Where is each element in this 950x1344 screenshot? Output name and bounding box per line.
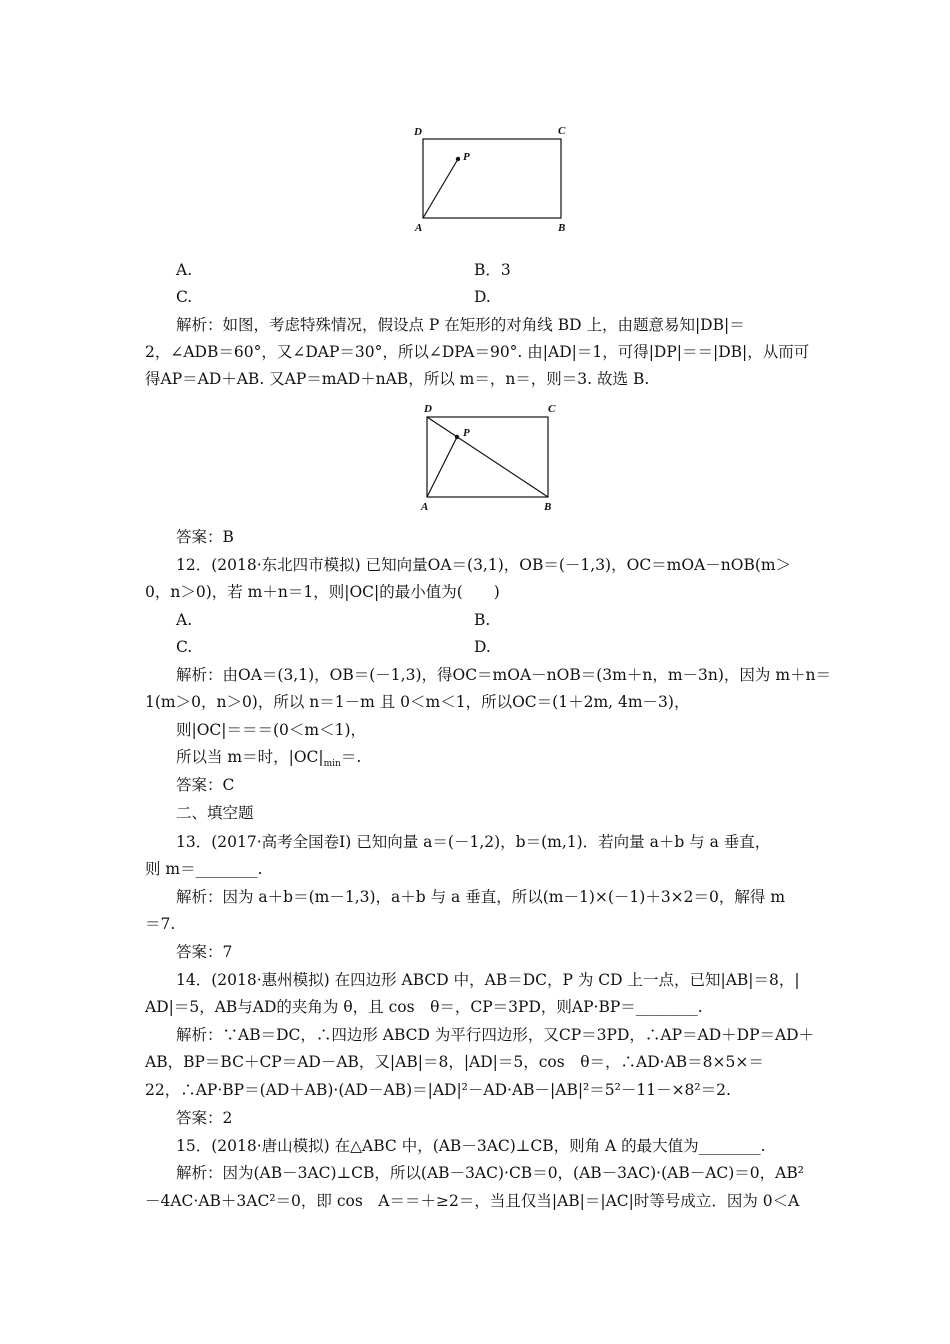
q12-solution-line-3: 则|OC|＝＝＝(0＜m＜1)， bbox=[176, 721, 367, 739]
diagonal-db bbox=[427, 417, 548, 497]
q12-solution-line-4-text: 所以当 m＝时，|OC| bbox=[176, 748, 324, 766]
q13-stem-line-1: 13．(2017·高考全国卷Ⅰ) 已知向量 a＝(－1,2)，b＝(m,1)．若向量 a＋b 与 a 垂直， bbox=[176, 833, 771, 851]
q11-solution-line-2: 2，∠ADB＝60°，又∠DAP＝30°，所以∠DPA＝90°. 由|AD|＝1，可得|DP|＝＝|DB|，从而可 bbox=[145, 343, 810, 361]
q14-solution-line-3: 22，∴AP·BP＝(AD＋AB)·(AD－AB)＝|AD|²－AD·AB－|AB|²＝5²－11－×8²＝2. bbox=[145, 1081, 731, 1099]
q13-solution-line-2: ＝7. bbox=[145, 915, 176, 933]
q12-option-b: B. bbox=[474, 611, 491, 629]
label-a: A bbox=[421, 501, 429, 513]
q12-solution-line-4-tail: ＝. bbox=[340, 748, 362, 766]
segment-ap bbox=[427, 437, 457, 497]
rectangle-figure-1 bbox=[412, 120, 572, 235]
point-p bbox=[455, 435, 459, 439]
label-d: D bbox=[424, 403, 432, 415]
q11-option-a: A. bbox=[176, 261, 193, 279]
segment-ap bbox=[423, 159, 458, 218]
q11-option-c: C. bbox=[176, 288, 193, 306]
q12-stem-line-1: 12．(2018·东北四市模拟) 已知向量OA＝(3,1)，OB＝(－1,3)，OC＝mOA－nOB(m＞ bbox=[176, 556, 792, 574]
q11-answer: 答案：B bbox=[176, 528, 234, 546]
q14-stem-line-2: AD|＝5，AB与AD的夹角为 θ，且 cos θ＝，CP＝3PD，则AP·BP＝________. bbox=[145, 998, 703, 1016]
label-a: A bbox=[415, 222, 423, 234]
q11-solution-line-3: 得AP＝AD＋AB. 又AP＝mAD＋nAB，所以 m＝，n＝，则＝3. 故选 B. bbox=[145, 370, 650, 388]
q11-option-d: D. bbox=[474, 288, 491, 306]
q13-solution-line-1: 解析：因为 a＋b＝(m－1,3)，a＋b 与 a 垂直，所以(m－1)×(－1)＋3×2＝0，解得 m bbox=[176, 888, 786, 906]
q14-solution-line-1: 解析：∵AB＝DC，∴四边形 ABCD 为平行四边形，又CP＝3PD，∴AP＝AD＋DP＝AD＋ bbox=[176, 1026, 815, 1044]
q12-answer: 答案：C bbox=[176, 776, 235, 794]
q12-option-c: C. bbox=[176, 638, 193, 656]
rectangle-figure-2 bbox=[418, 399, 566, 514]
q12-solution-line-2: 1(m＞0，n＞0)，所以 n＝1－m 且 0＜m＜1，所以OC＝(1＋2m, 4m－3)， bbox=[145, 693, 690, 711]
q15-solution-line-1: 解析：因为(AB－3AC)⊥CB，所以(AB－3AC)·CB＝0，(AB－3AC)·(AB－AC)＝0，AB² bbox=[176, 1164, 804, 1182]
q12-solution-line-1: 解析：由OA＝(3,1)，OB＝(－1,3)，得OC＝mOA－nOB＝(3m＋n，m－3n)，因为 m＋n＝ bbox=[176, 666, 832, 684]
q14-solution-line-2: AB，BP＝BC＋CP＝AD－AB，又|AB|＝8，|AD|＝5，cos θ＝，∴AD·AB＝8×5×＝ bbox=[145, 1053, 764, 1071]
q11-solution-line-1: 解析：如图，考虑特殊情况，假设点 P 在矩形的对角线 BD 上，由题意易知|DB|＝ bbox=[176, 316, 745, 334]
q14-stem-line-1: 14．(2018·惠州模拟) 在四边形 ABCD 中，AB＝DC，P 为 CD 上一点，已知|AB|＝8，| bbox=[176, 971, 800, 989]
min-subscript: min bbox=[323, 759, 341, 770]
label-p: P bbox=[463, 151, 470, 163]
label-b: B bbox=[558, 222, 566, 234]
label-p: P bbox=[463, 427, 470, 439]
q12-stem-line-2: 0，n＞0)，若 m＋n＝1，则|OC|的最小值为( ) bbox=[145, 583, 500, 601]
q15-stem-line-1: 15．(2018·唐山模拟) 在△ABC 中，(AB－3AC)⊥CB，则角 A 的最大值为________. bbox=[176, 1137, 766, 1155]
q14-answer: 答案：2 bbox=[176, 1109, 233, 1127]
q15-solution-line-2: －4AC·AB＋3AC²＝0，即 cos A＝＝＋≥2＝，当且仅当|AB|＝|AC|时等号成立．因为 0＜A bbox=[145, 1192, 800, 1210]
section-heading: 二、填空题 bbox=[176, 804, 254, 822]
label-d: D bbox=[414, 126, 422, 138]
q12-option-a: A. bbox=[176, 611, 193, 629]
point-p bbox=[456, 157, 460, 161]
q13-answer: 答案：7 bbox=[176, 943, 233, 961]
q12-option-d: D. bbox=[474, 638, 491, 656]
label-c: C bbox=[548, 403, 556, 415]
q11-option-b: B．3 bbox=[474, 261, 511, 279]
q13-stem-line-2: 则 m＝________. bbox=[145, 860, 263, 878]
label-b: B bbox=[544, 501, 552, 513]
label-c: C bbox=[558, 125, 566, 137]
rect-abcd bbox=[423, 139, 561, 218]
q12-solution-line-4 bbox=[176, 746, 361, 775]
